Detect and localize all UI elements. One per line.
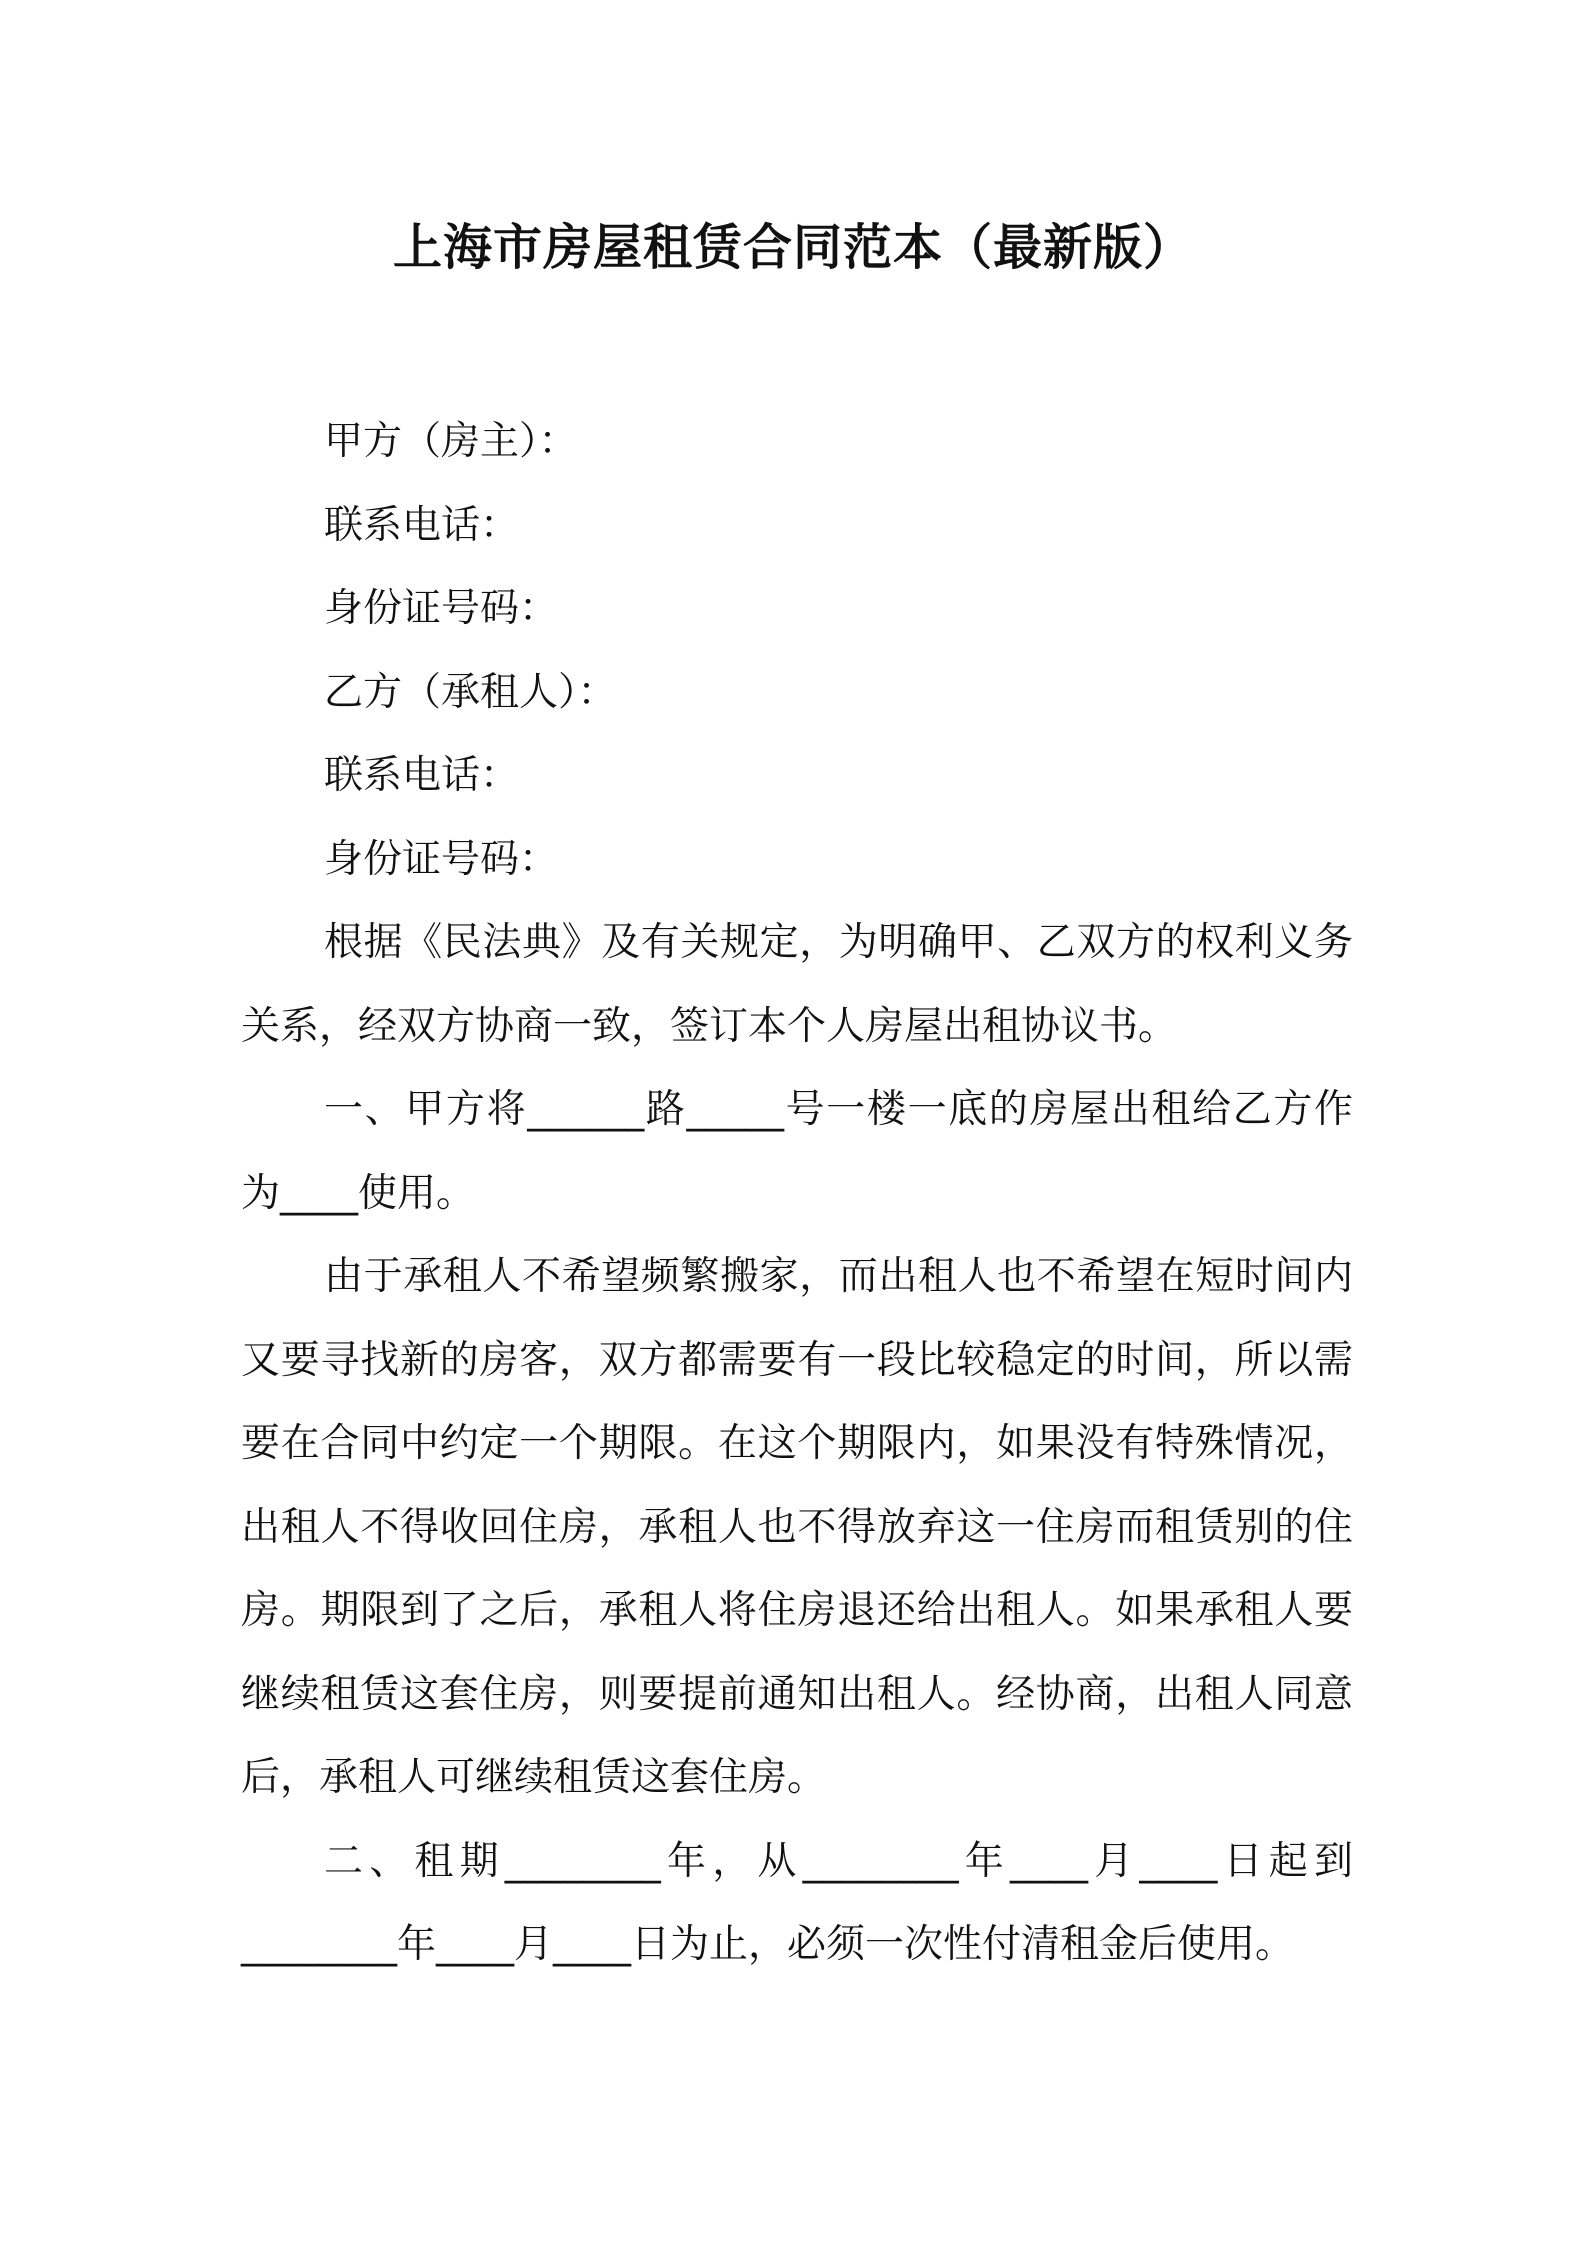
paragraph-line: 关系，经双方协商一致，签订本个人房屋出租协议书。 xyxy=(241,1003,1178,1049)
paragraph-line: 一、甲方将______路_____号一楼一底的房屋出租给乙方作 xyxy=(324,1087,1353,1132)
party-a-phone-label: 联系电话： xyxy=(324,502,520,548)
paragraph-line: 由于承租人不希望频繁搬家，而出租人也不希望在短时间内 xyxy=(324,1254,1353,1299)
paragraph-line: ________年____月____日为止，必须一次性付清租金后使用。 xyxy=(241,1922,1295,1967)
paragraph-term-explanation xyxy=(241,1235,1353,1820)
party-b-label: 乙方（承租人）： xyxy=(324,669,617,715)
paragraph-line: 二、租期________年，从________年____月____日起到 xyxy=(324,1838,1353,1884)
party-a-id-label: 身份证号码： xyxy=(324,586,559,631)
party-b-id-label: 身份证号码： xyxy=(324,836,559,882)
paragraph-clause-1 xyxy=(241,1068,1353,1235)
document-body xyxy=(241,400,1353,1987)
document-title: 上海市房屋租赁合同范本（最新版） xyxy=(392,219,1193,276)
paragraph-clause-2 xyxy=(241,1820,1353,1987)
party-a-label: 甲方（房主）： xyxy=(324,419,578,464)
party-b-phone-label: 联系电话： xyxy=(324,753,520,798)
paragraph-line: 房。期限到了之后，承租人将住房退还给出租人。如果承租人要 xyxy=(241,1588,1353,1633)
paragraph-line: 根据《民法典》及有关规定，为明确甲、乙双方的权利义务 xyxy=(324,920,1353,965)
paragraph-line: 出租人不得收回住房，承租人也不得放弃这一住房而租赁别的住 xyxy=(241,1504,1353,1550)
paragraph-line: 继续租赁这套住房，则要提前通知出租人。经协商，出租人同意 xyxy=(241,1671,1353,1717)
paragraph-line: 又要寻找新的房客，双方都需要有一段比较稳定的时间，所以需 xyxy=(241,1337,1353,1383)
paragraph-line: 后，承租人可继续租赁这套住房。 xyxy=(241,1755,827,1800)
paragraph-line: 为____使用。 xyxy=(241,1170,476,1216)
paragraph-line: 要在合同中约定一个期限。在这个期限内，如果没有特殊情况， xyxy=(241,1421,1353,1466)
paragraph-preamble xyxy=(241,901,1353,1068)
